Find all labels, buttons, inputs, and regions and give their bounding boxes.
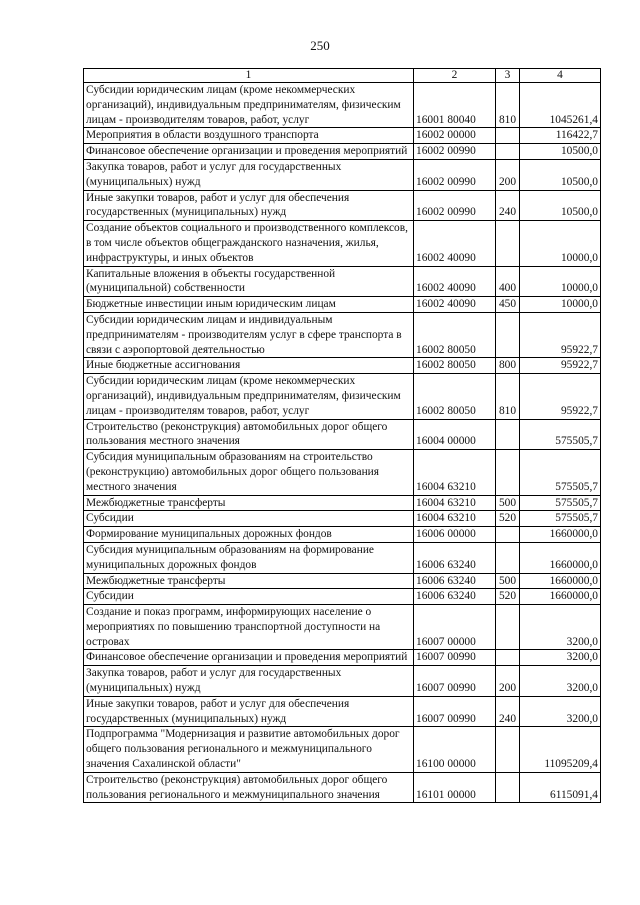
row-name-cell: Мероприятия в области воздушного транспорта bbox=[84, 128, 414, 144]
row-amount-cell: 116422,7 bbox=[520, 128, 601, 144]
table-row bbox=[84, 312, 601, 357]
row-code-cell: 16004 63210 bbox=[414, 450, 496, 495]
row-type-cell bbox=[496, 542, 520, 573]
row-name-cell: Строительство (реконструкция) автомобильных дорог общего пользования регионального и межмуниципального значения bbox=[84, 772, 414, 803]
row-code-cell: 16004 63210 bbox=[414, 495, 496, 511]
table-row bbox=[84, 527, 601, 543]
row-code-cell: 16100 00000 bbox=[414, 727, 496, 772]
row-type-cell: 200 bbox=[496, 666, 520, 697]
row-name-cell: Строительство (реконструкция) автомобильных дорог общего пользования местного значения bbox=[84, 419, 414, 450]
table-row bbox=[84, 589, 601, 605]
row-code-cell: 16002 40090 bbox=[414, 221, 496, 266]
row-type-cell bbox=[496, 605, 520, 650]
row-name-cell: Финансовое обеспечение организации и проведения мероприятий bbox=[84, 144, 414, 160]
row-code-cell: 16001 80040 bbox=[414, 83, 496, 128]
table-row bbox=[84, 696, 601, 727]
row-code-cell: 16004 63210 bbox=[414, 511, 496, 527]
table-row bbox=[84, 772, 601, 803]
row-code-cell: 16007 00990 bbox=[414, 696, 496, 727]
row-name-cell: Межбюджетные трансферты bbox=[84, 573, 414, 589]
row-name-cell: Создание и показ программ, информирующих население о мероприятиях по повышению транспортной доступности на островах bbox=[84, 605, 414, 650]
row-type-cell: 810 bbox=[496, 83, 520, 128]
row-name-cell: Межбюджетные трансферты bbox=[84, 495, 414, 511]
row-name-cell: Формирование муниципальных дорожных фондов bbox=[84, 527, 414, 543]
table-row bbox=[84, 297, 601, 313]
table-row bbox=[84, 190, 601, 221]
row-amount-cell: 10000,0 bbox=[520, 221, 601, 266]
row-type-cell: 240 bbox=[496, 190, 520, 221]
row-name-cell: Иные закупки товаров, работ и услуг для обеспечения государственных (муниципальных) нужд bbox=[84, 190, 414, 221]
row-name-cell: Субсидии юридическим лицам (кроме некоммерческих организаций), индивидуальным предпринимателям, физическим лицам - производителям товаров, работ, услуг bbox=[84, 83, 414, 128]
row-amount-cell: 1660000,0 bbox=[520, 542, 601, 573]
row-type-cell bbox=[496, 419, 520, 450]
row-code-cell: 16006 00000 bbox=[414, 527, 496, 543]
row-amount-cell: 10000,0 bbox=[520, 266, 601, 297]
row-name-cell: Субсидии bbox=[84, 589, 414, 605]
table-row bbox=[84, 144, 601, 160]
row-amount-cell: 95922,7 bbox=[520, 358, 601, 374]
table-row bbox=[84, 374, 601, 419]
row-name-cell: Закупка товаров, работ и услуг для государственных (муниципальных) нужд bbox=[84, 666, 414, 697]
row-amount-cell: 575505,7 bbox=[520, 450, 601, 495]
table-row bbox=[84, 495, 601, 511]
row-amount-cell: 1660000,0 bbox=[520, 573, 601, 589]
row-name-cell: Закупка товаров, работ и услуг для государственных (муниципальных) нужд bbox=[84, 159, 414, 190]
row-type-cell bbox=[496, 650, 520, 666]
budget-table bbox=[83, 68, 601, 803]
page-number: 250 bbox=[310, 38, 330, 53]
row-type-cell bbox=[496, 772, 520, 803]
row-type-cell bbox=[496, 144, 520, 160]
row-code-cell: 16002 80050 bbox=[414, 312, 496, 357]
row-amount-cell: 575505,7 bbox=[520, 495, 601, 511]
row-amount-cell: 3200,0 bbox=[520, 650, 601, 666]
row-type-cell: 810 bbox=[496, 374, 520, 419]
table-row bbox=[84, 83, 601, 128]
row-amount-cell: 10500,0 bbox=[520, 159, 601, 190]
table-row bbox=[84, 159, 601, 190]
row-type-cell bbox=[496, 221, 520, 266]
table-row bbox=[84, 542, 601, 573]
row-amount-cell: 95922,7 bbox=[520, 374, 601, 419]
table-row bbox=[84, 666, 601, 697]
row-type-cell: 400 bbox=[496, 266, 520, 297]
table-row bbox=[84, 450, 601, 495]
row-name-cell: Капитальные вложения в объекты государственной (муниципальной) собственности bbox=[84, 266, 414, 297]
column-header-1: 1 bbox=[84, 69, 414, 83]
row-name-cell: Иные закупки товаров, работ и услуг для обеспечения государственных (муниципальных) нужд bbox=[84, 696, 414, 727]
row-type-cell bbox=[496, 312, 520, 357]
row-name-cell: Создание объектов социального и производственного комплексов, в том числе объектов общегражданского назначения, жилья, инфраструктуры, и иных объектов bbox=[84, 221, 414, 266]
table-row bbox=[84, 419, 601, 450]
row-code-cell: 16007 00990 bbox=[414, 650, 496, 666]
row-amount-cell: 1045261,4 bbox=[520, 83, 601, 128]
row-amount-cell: 3200,0 bbox=[520, 696, 601, 727]
row-type-cell: 520 bbox=[496, 511, 520, 527]
row-amount-cell: 11095209,4 bbox=[520, 727, 601, 772]
row-code-cell: 16002 00990 bbox=[414, 190, 496, 221]
row-amount-cell: 10500,0 bbox=[520, 144, 601, 160]
row-code-cell: 16002 40090 bbox=[414, 266, 496, 297]
row-amount-cell: 575505,7 bbox=[520, 419, 601, 450]
row-name-cell: Финансовое обеспечение организации и проведения мероприятий bbox=[84, 650, 414, 666]
row-type-cell bbox=[496, 450, 520, 495]
row-amount-cell: 1660000,0 bbox=[520, 589, 601, 605]
column-header-2: 2 bbox=[414, 69, 496, 83]
row-code-cell: 16002 80050 bbox=[414, 374, 496, 419]
column-header-4: 4 bbox=[520, 69, 601, 83]
row-type-cell bbox=[496, 128, 520, 144]
row-type-cell: 800 bbox=[496, 358, 520, 374]
row-amount-cell: 10500,0 bbox=[520, 190, 601, 221]
row-code-cell: 16002 00990 bbox=[414, 159, 496, 190]
row-code-cell: 16006 63240 bbox=[414, 573, 496, 589]
row-amount-cell: 10000,0 bbox=[520, 297, 601, 313]
row-name-cell: Субсидии bbox=[84, 511, 414, 527]
row-code-cell: 16004 00000 bbox=[414, 419, 496, 450]
row-amount-cell: 6115091,4 bbox=[520, 772, 601, 803]
table-row bbox=[84, 573, 601, 589]
row-name-cell: Субсидия муниципальным образованиям на формирование муниципальных дорожных фондов bbox=[84, 542, 414, 573]
row-code-cell: 16006 63240 bbox=[414, 542, 496, 573]
row-type-cell bbox=[496, 527, 520, 543]
row-code-cell: 16002 40090 bbox=[414, 297, 496, 313]
row-type-cell: 450 bbox=[496, 297, 520, 313]
row-type-cell: 500 bbox=[496, 573, 520, 589]
row-amount-cell: 3200,0 bbox=[520, 605, 601, 650]
row-name-cell: Субсидии юридическим лицам (кроме некоммерческих организаций), индивидуальным предпринимателям, физическим лицам - производителям товаров, работ, услуг bbox=[84, 374, 414, 419]
row-amount-cell: 3200,0 bbox=[520, 666, 601, 697]
table-row bbox=[84, 727, 601, 772]
table-row bbox=[84, 128, 601, 144]
table-row bbox=[84, 266, 601, 297]
row-code-cell: 16002 00990 bbox=[414, 144, 496, 160]
row-name-cell: Субсидия муниципальным образованиям на строительство (реконструкцию) автомобильных дорог общего пользования местного значения bbox=[84, 450, 414, 495]
row-name-cell: Бюджетные инвестиции иным юридическим лицам bbox=[84, 297, 414, 313]
row-name-cell: Субсидии юридическим лицам и индивидуальным предпринимателям - производителям услуг в сфере транспорта в связи с аэропортовой деятельностью bbox=[84, 312, 414, 357]
table-header-row bbox=[84, 69, 601, 83]
table-row bbox=[84, 221, 601, 266]
row-type-cell: 200 bbox=[496, 159, 520, 190]
row-type-cell: 240 bbox=[496, 696, 520, 727]
column-header-3: 3 bbox=[496, 69, 520, 83]
row-name-cell: Подпрограмма "Модернизация и развитие автомобильных дорог общего пользования регионального и межмуниципального значения Сахалинской области" bbox=[84, 727, 414, 772]
row-code-cell: 16007 00000 bbox=[414, 605, 496, 650]
row-type-cell: 520 bbox=[496, 589, 520, 605]
row-name-cell: Иные бюджетные ассигнования bbox=[84, 358, 414, 374]
row-code-cell: 16006 63240 bbox=[414, 589, 496, 605]
row-amount-cell: 1660000,0 bbox=[520, 527, 601, 543]
row-type-cell: 500 bbox=[496, 495, 520, 511]
table-row bbox=[84, 650, 601, 666]
table-row bbox=[84, 358, 601, 374]
table-row bbox=[84, 511, 601, 527]
row-code-cell: 16007 00990 bbox=[414, 666, 496, 697]
table-row bbox=[84, 605, 601, 650]
row-amount-cell: 575505,7 bbox=[520, 511, 601, 527]
row-amount-cell: 95922,7 bbox=[520, 312, 601, 357]
row-code-cell: 16002 80050 bbox=[414, 358, 496, 374]
row-code-cell: 16002 00000 bbox=[414, 128, 496, 144]
row-code-cell: 16101 00000 bbox=[414, 772, 496, 803]
row-type-cell bbox=[496, 727, 520, 772]
